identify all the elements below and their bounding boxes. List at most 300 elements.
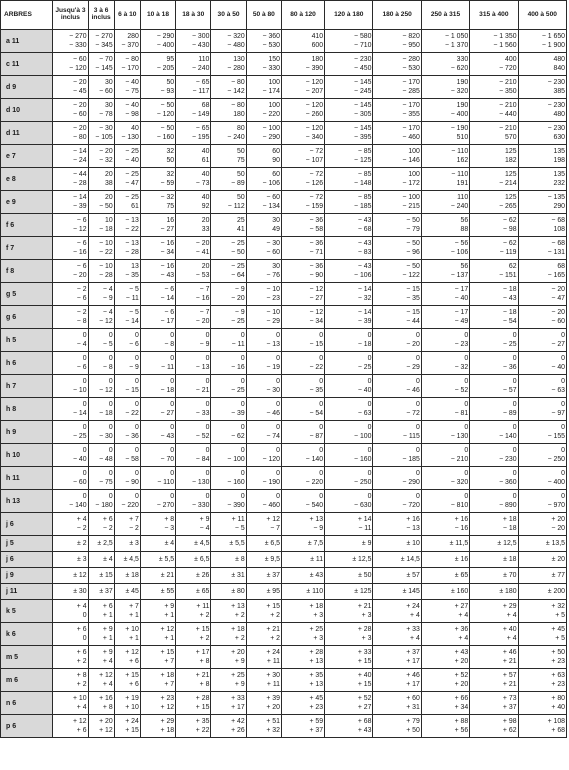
tolerance-cell	[88, 122, 114, 145]
tolerance-cell	[140, 99, 175, 122]
tolerance-cell	[246, 145, 281, 168]
lower-deviation: − 720	[402, 502, 420, 509]
lower-deviation: + 13	[309, 681, 324, 688]
tolerance-cell	[88, 191, 114, 214]
tolerance-cell	[325, 375, 373, 398]
table-row	[1, 584, 567, 600]
upper-deviation: 0	[82, 470, 87, 477]
tolerance-cell	[176, 306, 211, 329]
tolerance-cell	[114, 421, 140, 444]
lower-deviation: + 10	[125, 704, 139, 711]
upper-deviation: − 145	[354, 125, 372, 132]
tolerance-cell	[373, 669, 421, 692]
upper-deviation: 110	[198, 56, 210, 63]
upper-deviation: + 10	[125, 626, 139, 633]
tolerance-cell	[211, 692, 246, 715]
upper-deviation: 0	[415, 332, 420, 339]
upper-deviation: 125	[505, 171, 517, 178]
lower-deviation: − 214	[499, 180, 517, 187]
lower-deviation: 41	[237, 226, 245, 233]
column-header: 30 à 50	[211, 1, 246, 30]
upper-deviation: 0	[108, 355, 113, 362]
tolerance-cell	[140, 214, 175, 237]
tolerance-cell	[281, 398, 324, 421]
upper-deviation: − 110	[451, 148, 469, 155]
tolerance-cell	[140, 145, 175, 168]
tolerance-cell	[53, 260, 88, 283]
upper-deviation: 0	[170, 332, 175, 339]
tolerance-cell	[211, 623, 246, 646]
upper-deviation: 0	[82, 378, 87, 385]
upper-deviation: 150	[268, 56, 280, 63]
tolerance-cell	[53, 715, 88, 738]
upper-deviation: − 18	[502, 286, 517, 293]
upper-deviation: ± 57	[406, 572, 420, 579]
lower-deviation: + 5	[555, 612, 565, 619]
tolerance-cell	[53, 552, 88, 568]
upper-deviation: − 72	[309, 194, 324, 201]
tolerance-cell	[140, 669, 175, 692]
lower-deviation: − 265	[499, 203, 517, 210]
upper-deviation: ± 31	[231, 572, 245, 579]
upper-deviation: ± 160	[450, 588, 469, 595]
upper-deviation: − 1 650	[541, 33, 565, 40]
lower-deviation: + 18	[160, 727, 175, 734]
tolerance-cell	[518, 283, 566, 306]
table-row	[1, 421, 567, 444]
lower-deviation: + 43	[357, 727, 372, 734]
upper-deviation: ± 45	[125, 588, 139, 595]
upper-deviation: 0	[464, 355, 469, 362]
tolerance-cell	[325, 600, 373, 623]
lower-deviation: − 11	[161, 364, 175, 371]
upper-deviation: 100	[268, 79, 280, 86]
tolerance-cell	[53, 214, 88, 237]
lower-deviation: + 2	[199, 612, 210, 619]
lower-deviation: − 73	[195, 180, 210, 187]
upper-deviation: 0	[512, 332, 517, 339]
tolerance-cell	[281, 352, 324, 375]
lower-deviation: − 12	[72, 226, 87, 233]
lower-deviation: − 98	[502, 226, 517, 233]
lower-deviation: − 90	[125, 479, 139, 486]
upper-deviation: 0	[464, 470, 469, 477]
tolerance-cell	[114, 669, 140, 692]
upper-deviation: 0	[276, 378, 280, 385]
lower-deviation: + 40	[551, 704, 565, 711]
tolerance-cell	[281, 568, 324, 584]
upper-deviation: + 25	[231, 672, 245, 679]
upper-deviation: + 4	[76, 603, 87, 610]
upper-deviation: + 108	[547, 718, 565, 725]
upper-deviation: − 50	[160, 102, 175, 109]
tolerance-cell	[421, 692, 469, 715]
tolerance-cell	[325, 490, 373, 513]
lower-deviation: − 190	[262, 479, 280, 486]
lower-deviation: − 22	[309, 364, 324, 371]
lower-deviation: − 83	[357, 249, 372, 256]
upper-deviation: − 20	[551, 286, 565, 293]
upper-deviation: 0	[367, 447, 372, 454]
upper-deviation: 0	[561, 424, 565, 431]
lower-deviation: − 23	[454, 341, 469, 348]
tolerance-cell	[518, 490, 566, 513]
tolerance-cell	[88, 467, 114, 490]
table-row	[1, 623, 567, 646]
tolerance-cell	[518, 306, 566, 329]
tolerance-cell	[140, 329, 175, 352]
tolerance-cell	[246, 214, 281, 237]
tolerance-cell	[373, 237, 421, 260]
tolerance-cell	[140, 467, 175, 490]
lower-deviation: − 350	[499, 88, 517, 95]
tolerance-cell	[246, 283, 281, 306]
lower-deviation: + 15	[195, 704, 210, 711]
upper-deviation: 20	[201, 217, 210, 224]
lower-deviation: − 87	[309, 433, 324, 440]
lower-deviation: − 290	[262, 134, 280, 141]
tolerance-cell	[518, 168, 566, 191]
upper-deviation: − 6	[76, 263, 87, 270]
lower-deviation: − 395	[354, 134, 372, 141]
upper-deviation: + 11	[196, 603, 210, 610]
upper-deviation: 0	[276, 493, 280, 500]
upper-deviation: + 9	[199, 516, 210, 523]
upper-deviation: 0	[319, 447, 324, 454]
lower-deviation: − 27	[309, 295, 324, 302]
tolerance-cell	[88, 421, 114, 444]
upper-deviation: ± 8	[235, 556, 245, 563]
lower-deviation: + 4	[410, 612, 420, 619]
upper-deviation: − 25	[231, 263, 245, 270]
tolerance-cell	[140, 168, 175, 191]
upper-deviation: 30	[105, 79, 113, 86]
upper-deviation: 0	[319, 332, 324, 339]
tolerance-cell	[211, 375, 246, 398]
row-label: h 10	[1, 444, 53, 467]
tolerance-cell	[176, 568, 211, 584]
upper-deviation: + 23	[160, 695, 175, 702]
upper-deviation: 0	[82, 355, 87, 362]
upper-deviation: − 85	[357, 148, 372, 155]
tolerance-cell	[421, 669, 469, 692]
lower-deviation: + 11	[266, 681, 280, 688]
tolerance-cell	[518, 536, 566, 552]
upper-deviation: − 360	[262, 33, 280, 40]
tolerance-cell	[373, 99, 421, 122]
tolerance-cell	[246, 568, 281, 584]
upper-deviation: 0	[415, 493, 420, 500]
tolerance-cell	[140, 692, 175, 715]
tolerance-cell	[281, 646, 324, 669]
table-row	[1, 191, 567, 214]
lower-deviation: − 285	[402, 88, 420, 95]
lower-deviation: 0	[82, 635, 87, 642]
tolerance-cell	[176, 467, 211, 490]
lower-deviation: − 530	[402, 65, 420, 72]
tolerance-cell	[88, 329, 114, 352]
tolerance-cell	[53, 646, 88, 669]
tolerance-cell	[114, 692, 140, 715]
upper-deviation: − 14	[357, 286, 372, 293]
upper-deviation: 0	[367, 378, 372, 385]
tolerance-cell	[518, 584, 566, 600]
upper-deviation: − 16	[160, 263, 175, 270]
upper-deviation: + 8	[76, 672, 87, 679]
lower-deviation: − 320	[450, 479, 469, 486]
upper-deviation: − 30	[266, 240, 280, 247]
upper-deviation: − 56	[454, 240, 469, 247]
upper-deviation: − 40	[125, 102, 139, 109]
tolerance-cell	[470, 623, 518, 646]
tolerance-cell	[211, 283, 246, 306]
tolerance-cell	[470, 99, 518, 122]
tolerance-cell	[373, 467, 421, 490]
lower-deviation: − 53	[195, 272, 210, 279]
tolerance-cell	[373, 490, 421, 513]
upper-deviation: 190	[456, 79, 469, 86]
tolerance-cell	[211, 99, 246, 122]
lower-deviation: − 151	[499, 272, 517, 279]
upper-deviation: 410	[311, 33, 324, 40]
upper-deviation: − 170	[402, 102, 420, 109]
upper-deviation: ± 95	[266, 588, 280, 595]
lower-deviation: − 60	[266, 249, 280, 256]
lower-deviation: − 460	[402, 134, 420, 141]
lower-deviation: − 12	[99, 387, 113, 394]
upper-deviation: 0	[367, 355, 372, 362]
tolerance-cell	[114, 352, 140, 375]
tolerance-cell	[470, 552, 518, 568]
upper-deviation: − 210	[499, 79, 517, 86]
tolerance-cell	[140, 552, 175, 568]
lower-deviation: − 30	[99, 433, 113, 440]
tolerance-cell	[176, 76, 211, 99]
lower-deviation: − 25	[231, 387, 245, 394]
tolerance-cell	[140, 375, 175, 398]
upper-deviation: 0	[276, 470, 280, 477]
upper-deviation: ± 37	[99, 588, 113, 595]
lower-deviation: − 28	[72, 180, 87, 187]
lower-deviation: − 280	[227, 65, 245, 72]
table-row	[1, 375, 567, 398]
tolerance-cell	[114, 306, 140, 329]
upper-deviation: 0	[276, 401, 280, 408]
tolerance-cell	[176, 646, 211, 669]
tolerance-cell	[114, 214, 140, 237]
tolerance-cell	[53, 398, 88, 421]
upper-deviation: + 7	[129, 516, 139, 523]
row-label: d 9	[1, 76, 53, 99]
tolerance-cell	[470, 421, 518, 444]
upper-deviation: − 43	[357, 263, 372, 270]
tolerance-cell	[421, 490, 469, 513]
tolerance-cell	[421, 76, 469, 99]
tolerance-cell	[373, 715, 421, 738]
upper-deviation: − 50	[406, 240, 420, 247]
tolerance-cell	[470, 467, 518, 490]
tolerance-cell	[325, 99, 373, 122]
row-label: e 7	[1, 145, 53, 168]
tolerance-cell	[140, 398, 175, 421]
tolerance-cell	[176, 692, 211, 715]
upper-deviation: + 12	[125, 649, 139, 656]
tolerance-cell	[470, 329, 518, 352]
upper-deviation: 0	[240, 470, 245, 477]
lower-deviation: 510	[456, 134, 469, 141]
tolerance-cell	[518, 375, 566, 398]
upper-deviation: + 10	[72, 695, 87, 702]
upper-deviation: + 18	[231, 626, 245, 633]
table-row	[1, 352, 567, 375]
tolerance-cell	[211, 467, 246, 490]
tolerance-cell	[373, 536, 421, 552]
upper-deviation: 60	[272, 171, 280, 178]
upper-deviation: + 52	[357, 695, 372, 702]
upper-deviation: − 190	[450, 125, 469, 132]
lower-deviation: − 60	[99, 88, 113, 95]
upper-deviation: 0	[319, 378, 324, 385]
upper-deviation: ± 125	[354, 588, 372, 595]
tolerance-cell	[114, 600, 140, 623]
tolerance-cell	[246, 715, 281, 738]
upper-deviation: 0	[240, 493, 245, 500]
lower-deviation: − 330	[69, 42, 87, 49]
upper-deviation: ± 7,5	[307, 540, 324, 547]
tolerance-cell	[88, 375, 114, 398]
tolerance-cell	[53, 352, 88, 375]
upper-deviation: 100	[408, 148, 420, 155]
lower-deviation: + 6	[129, 658, 139, 665]
upper-deviation: + 73	[502, 695, 517, 702]
lower-deviation: + 1	[164, 612, 175, 619]
lower-deviation: − 245	[354, 88, 372, 95]
lower-deviation: − 28	[125, 249, 139, 256]
tolerance-cell	[140, 76, 175, 99]
lower-deviation: + 20	[454, 681, 469, 688]
lower-deviation: − 120	[262, 456, 280, 463]
tolerance-cell	[53, 237, 88, 260]
lower-deviation: − 810	[450, 502, 469, 509]
tolerance-cell	[421, 568, 469, 584]
upper-deviation: − 10	[99, 240, 113, 247]
lower-deviation: + 22	[195, 727, 210, 734]
lower-deviation: − 195	[191, 134, 210, 141]
header-row	[1, 1, 567, 30]
lower-deviation: − 54	[309, 410, 324, 417]
row-label: h 5	[1, 329, 53, 352]
tolerance-cell	[373, 375, 421, 398]
table-row	[1, 398, 567, 421]
lower-deviation: + 37	[502, 704, 517, 711]
tolerance-cell	[421, 646, 469, 669]
row-label: g 6	[1, 306, 53, 329]
upper-deviation: 0	[135, 447, 139, 454]
lower-deviation: − 57	[502, 387, 517, 394]
tolerance-cell	[114, 191, 140, 214]
upper-deviation: + 9	[102, 626, 113, 633]
tolerance-cell	[281, 76, 324, 99]
upper-deviation: 0	[82, 401, 87, 408]
lower-deviation: 180	[233, 111, 245, 118]
lower-deviation: + 6	[129, 681, 139, 688]
tolerance-cell	[140, 237, 175, 260]
tolerance-cell	[421, 513, 469, 536]
upper-deviation: 100	[268, 102, 280, 109]
tolerance-cell	[281, 329, 324, 352]
tolerance-cell	[88, 398, 114, 421]
lower-deviation: + 8	[199, 681, 210, 688]
row-label: d 10	[1, 99, 53, 122]
upper-deviation: 0	[108, 332, 113, 339]
upper-deviation: ± 5,5	[229, 540, 245, 547]
lower-deviation: − 250	[354, 479, 372, 486]
lower-deviation: 49	[272, 226, 280, 233]
tolerance-cell	[518, 145, 566, 168]
upper-deviation: ± 14,5	[400, 556, 420, 563]
lower-deviation: − 106	[354, 272, 372, 279]
lower-deviation: − 52	[454, 387, 469, 394]
lower-deviation: − 106	[450, 249, 469, 256]
tolerance-cell	[176, 669, 211, 692]
tolerance-cell	[421, 260, 469, 283]
tolerance-cell	[176, 53, 211, 76]
lower-deviation: + 4	[458, 612, 469, 619]
tolerance-cell	[140, 352, 175, 375]
tolerance-cell	[325, 168, 373, 191]
upper-deviation: + 18	[160, 672, 175, 679]
upper-deviation: 0	[135, 424, 139, 431]
lower-deviation: − 180	[95, 502, 113, 509]
table-row	[1, 600, 567, 623]
tolerance-cell	[518, 352, 566, 375]
tolerance-cell	[211, 715, 246, 738]
tolerance-cell	[421, 329, 469, 352]
tolerance-cell	[211, 76, 246, 99]
lower-deviation: − 360	[499, 479, 517, 486]
lower-deviation: − 9	[102, 295, 113, 302]
upper-deviation: − 2	[76, 286, 87, 293]
lower-deviation: − 4	[76, 341, 87, 348]
tolerance-cell	[88, 715, 114, 738]
lower-deviation: − 18	[99, 410, 113, 417]
lower-deviation: − 13	[195, 364, 210, 371]
upper-deviation: + 25	[309, 626, 324, 633]
tolerance-cell	[53, 669, 88, 692]
lower-deviation: + 1	[164, 635, 175, 642]
lower-deviation: − 480	[227, 42, 245, 49]
upper-deviation: − 18	[502, 309, 517, 316]
tolerance-cell	[470, 283, 518, 306]
lower-deviation: + 68	[551, 727, 565, 734]
tolerance-cell	[53, 283, 88, 306]
upper-deviation: + 33	[357, 649, 372, 656]
lower-deviation: 61	[131, 203, 139, 210]
upper-deviation: 0	[170, 470, 175, 477]
tolerance-cell	[211, 30, 246, 53]
upper-deviation: − 9	[234, 309, 245, 316]
upper-deviation: − 6	[76, 217, 87, 224]
lower-deviation: + 20	[266, 704, 280, 711]
upper-deviation: 95	[166, 56, 175, 63]
lower-deviation: + 37	[309, 727, 324, 734]
table-row	[1, 329, 567, 352]
lower-deviation: − 400	[156, 42, 175, 49]
lower-deviation: − 40	[357, 387, 372, 394]
upper-deviation: 0	[367, 332, 372, 339]
tolerance-cell	[140, 513, 175, 536]
tolerance-cell	[421, 352, 469, 375]
